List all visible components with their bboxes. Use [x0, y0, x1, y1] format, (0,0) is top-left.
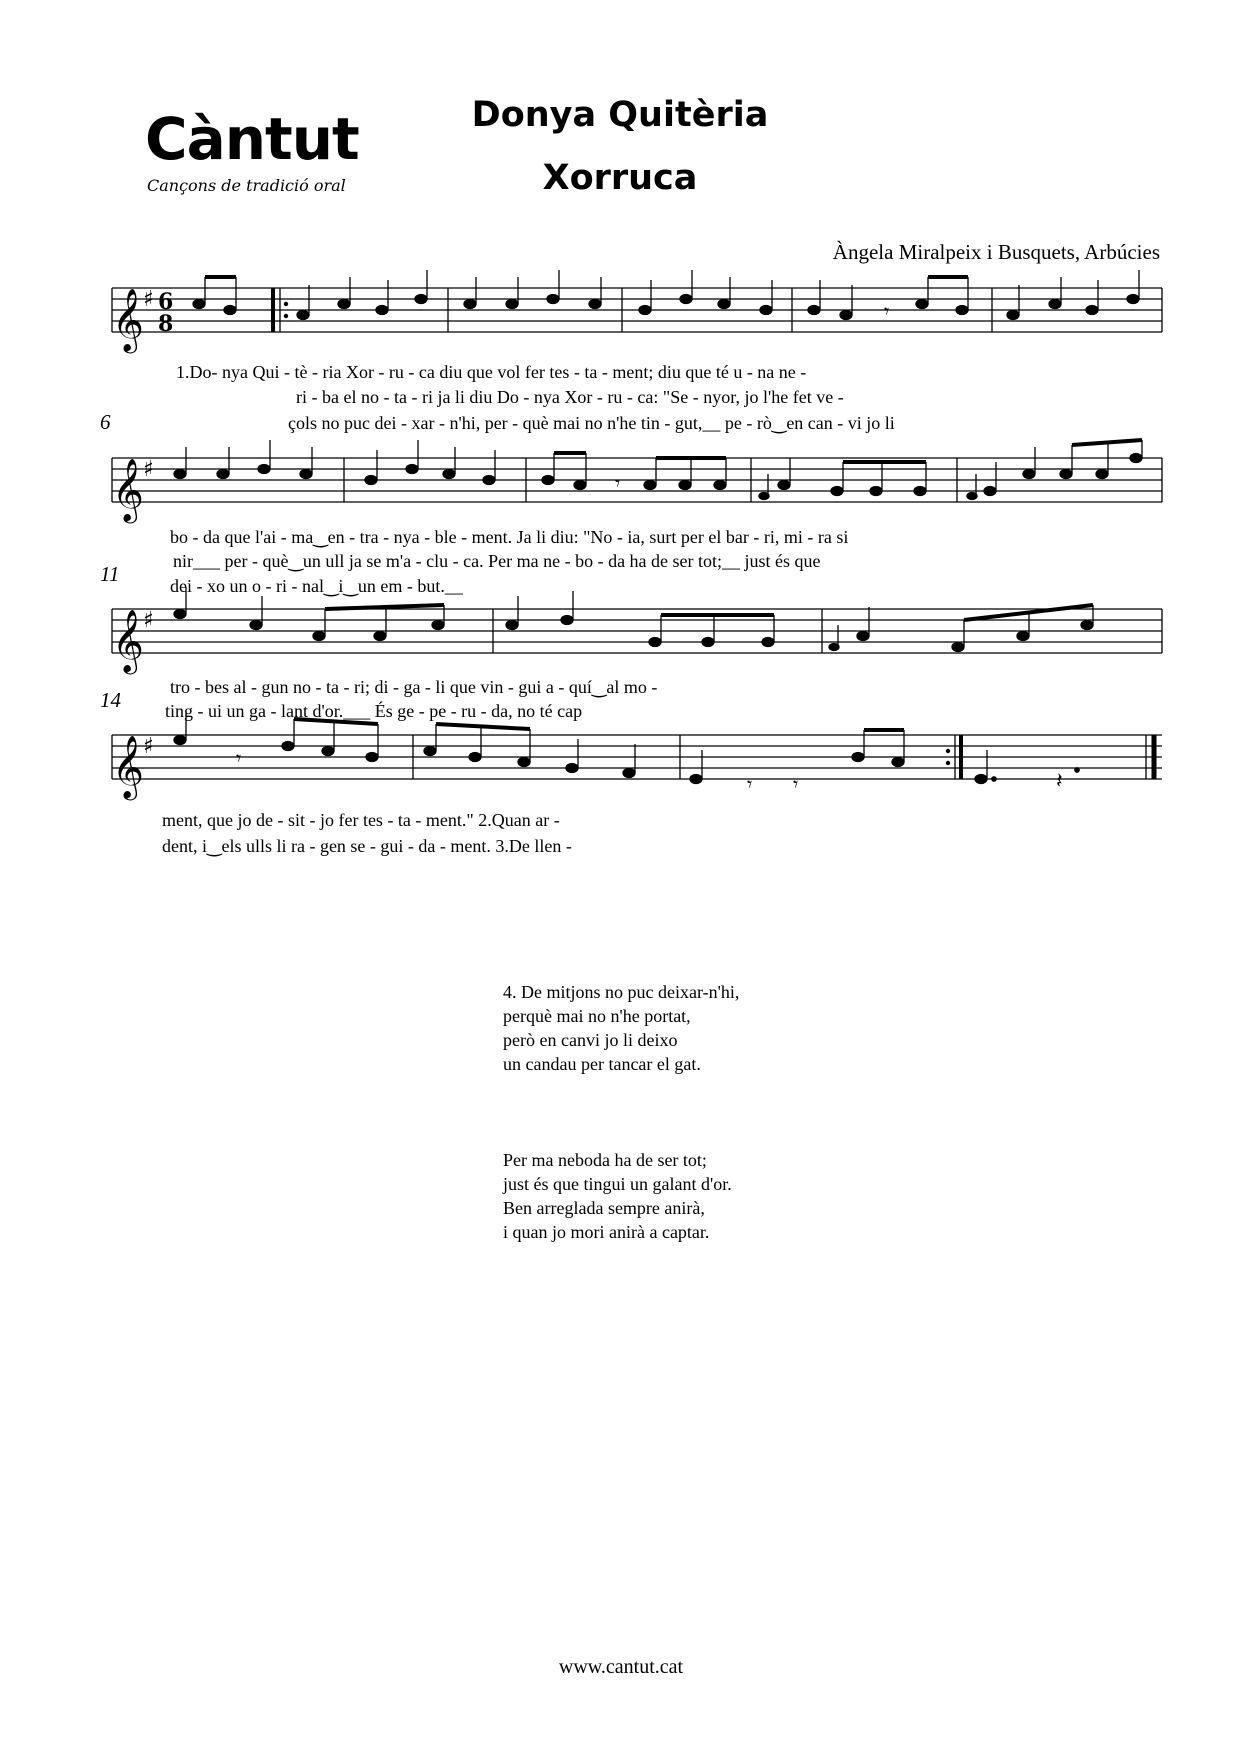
svg-text:𝄞: 𝄞	[112, 609, 144, 672]
verse-line: perquè mai no n'he portat,	[503, 1006, 691, 1026]
svg-text:♯: ♯	[143, 457, 154, 482]
additional-verses	[503, 956, 739, 1268]
svg-text:𝄾: 𝄾	[884, 299, 890, 323]
svg-text:6: 6	[158, 289, 174, 315]
verse-line: però en canvi jo li deixo	[503, 1030, 678, 1050]
staff-system-4	[112, 735, 1162, 779]
footer-url[interactable]: www.cantut.cat	[558, 1656, 684, 1678]
measure-number: 6	[100, 410, 111, 434]
lyric-line: ri - ba el no - ta - ri ja li diu Do - nya Xor - ru - ca: "Se - nyor, jo l'he fet ve -	[296, 387, 844, 407]
lyric-line: 1.Do- nya Qui - tè - ria Xor - ru - ca diu que vol fer tes - ta - ment; diu que té u - na ne -	[176, 362, 807, 382]
svg-text:𝄞: 𝄞	[112, 735, 144, 798]
measure-number: 11	[100, 562, 120, 586]
lyric-line: çols no puc dei - xar - n'hi, per - què mai no n'he tin - gut,__ pe - rò‿en can - vi jo li	[288, 413, 895, 433]
informant-credit: Àngela Miralpeix i Busquets, Arbúcies	[832, 240, 1160, 264]
lyric-line: dent, i‿els ulls li ra - gen se - gui - da - ment. 3.De llen -	[162, 836, 572, 856]
brand-tagline: Cançons de tradició oral	[147, 176, 346, 195]
svg-text:♯: ♯	[143, 287, 154, 312]
lyric-line: bo - da que l'ai - ma‿en - tra - nya - ble - ment. Ja li diu: "No - ia, surt per el bar - ri, mi - ra si	[170, 527, 849, 547]
verse-line: just és que tingui un galant d'or.	[503, 1174, 732, 1194]
svg-text:𝄞: 𝄞	[112, 288, 144, 351]
notes-system-4	[174, 713, 1079, 796]
svg-text:𝄞: 𝄞	[112, 458, 144, 521]
lyric-line: ting - ui un ga - lant d'or.___ És ge - pe - ru - da, no té cap	[165, 701, 583, 721]
svg-text:8: 8	[158, 311, 174, 337]
song-title: Donya Quitèria	[471, 95, 769, 135]
lyric-line: nir___ per - què‿un ull ja se m'a - clu - ca. Per ma ne - bo - da ha de ser tot;__ just és que	[173, 551, 821, 571]
verse-line: Per ma neboda ha de ser tot;	[503, 1150, 707, 1170]
notes-system-1	[193, 270, 1139, 323]
brand-logo: Càntut	[145, 105, 359, 173]
lyric-line: dei - xo un o - ri - nal‿i‿un em - but.__	[170, 576, 463, 596]
svg-text:𝄽: 𝄽	[1056, 769, 1063, 794]
svg-text:𝄾: 𝄾	[236, 746, 242, 770]
song-subtitle: Xorruca	[542, 158, 698, 198]
lyric-line: ment, que jo de - sit - jo fer tes - ta - ment." 2.Quan ar -	[162, 810, 560, 830]
staff-system-1	[112, 288, 1162, 332]
verse-line: Ben arreglada sempre anirà,	[503, 1198, 705, 1218]
verse-line: i quan jo mori anirà a captar.	[503, 1222, 710, 1242]
verse-line: un candau per tancar el gat.	[503, 1054, 701, 1074]
verse-line: 4. De mitjons no puc deixar-n'hi,	[503, 982, 740, 1002]
svg-text:𝄾: 𝄾	[747, 772, 753, 796]
svg-text:𝄾: 𝄾	[615, 471, 621, 495]
svg-text:♯: ♯	[143, 734, 154, 759]
svg-text:♯: ♯	[143, 608, 154, 633]
measure-number: 14	[100, 688, 121, 712]
svg-text:𝄾: 𝄾	[793, 772, 799, 796]
lyric-line: tro - bes al - gun no - ta - ri; di - ga - li que vin - gui a - quí‿al mo -	[170, 677, 658, 697]
